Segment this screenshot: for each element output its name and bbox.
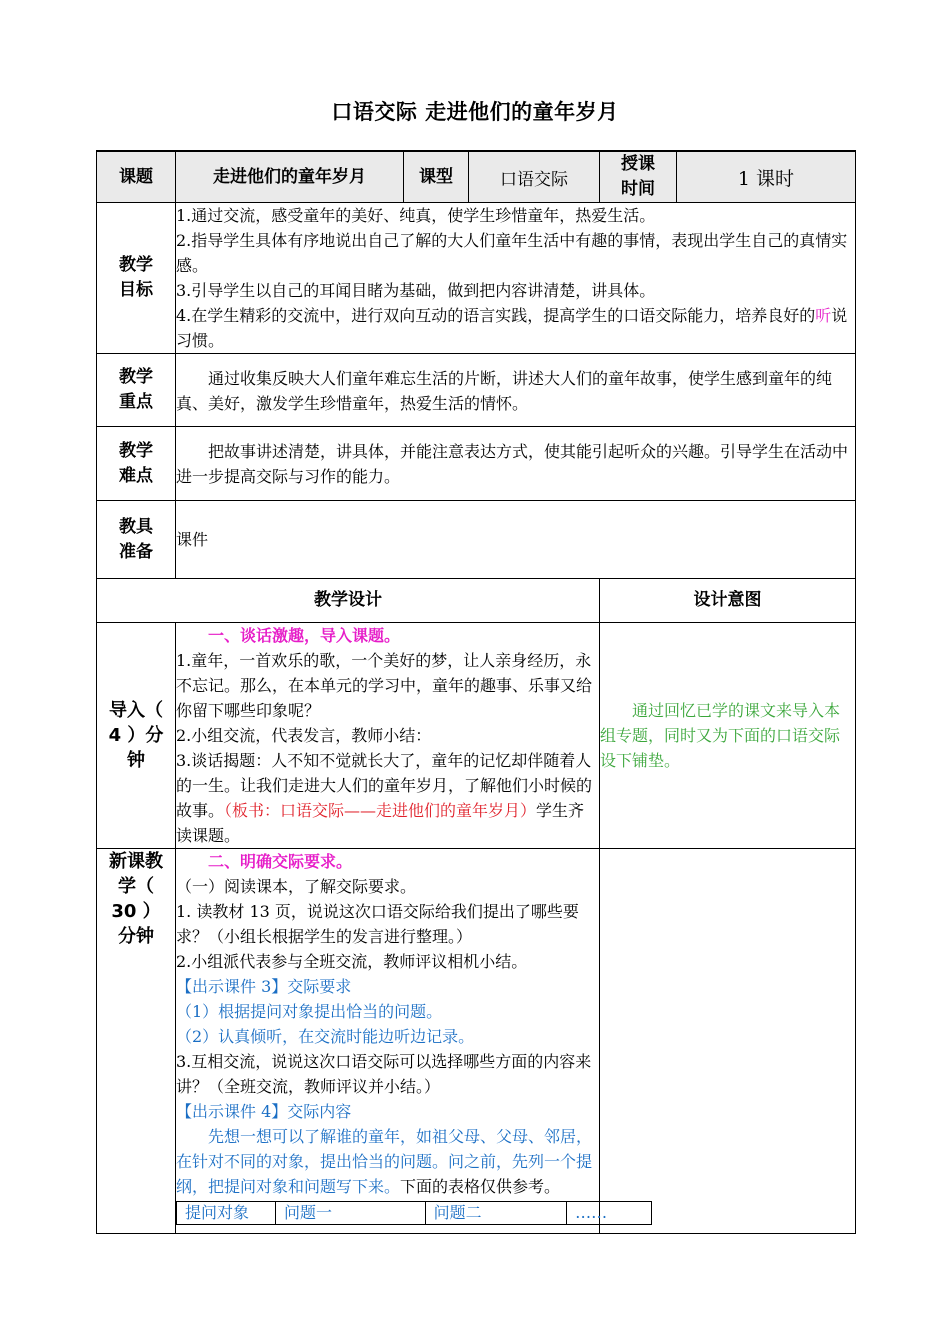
goals-content — [176, 203, 856, 354]
goal-1: 1.通过交流，感受童年的美好、纯真，使学生珍惜童年，热爱生活。 — [176, 206, 656, 225]
type-label: 课型 — [404, 151, 469, 203]
intent-header: 设计意图 — [600, 579, 856, 623]
newlesson-content: 二、明确交际要求。 （一）阅读课本，了解交际要求。 1. 读教材 13 页，说说这次口语交际给我们提出了哪些要求？（小组长根据学生的发言进行整理。） 2.小组派代表参与全班交流，教师评议相机小结。 【出示课件 3】交际要求 （1）根据提问对象提出恰当的问题。 （2）认真倾听，在交流时能边听边记录。 3.互相交流，说说这次口语交际可以选择哪些方面的内容来讲？（全班交流，教师评议并小结。） 【出示课件 4】交际内容 先想一想可以了解谁的童年，如祖父母、父母、邻居，在针对不同的对象，提出恰当的问题。问之前，先列一个提纲，把提问对象和问题写下来。下面的表格仅供参考。 提问对象 问题一 问题二 …… — [176, 849, 600, 1234]
col-more: …… — [567, 1202, 652, 1225]
newlesson-heading: 二、明确交际要求。 — [208, 852, 353, 871]
difficulty-label: 教学难点 — [97, 427, 176, 501]
goal-3: 3.引导学生以自己的耳闻目睹为基础，做到把内容讲清楚，讲具体。 — [176, 281, 656, 300]
lesson-plan-table — [96, 150, 856, 1234]
newlesson-row — [97, 849, 856, 1234]
show-slide-3: 【出示课件 3】交际要求 — [176, 977, 352, 996]
focus-label: 教学重点 — [97, 354, 176, 427]
intro-row — [97, 623, 856, 849]
goal-2: 2.指导学生具体有序地说出自己了解的大人们童年生活中有趣的事情，表现出学生自己的真情实感。 — [176, 231, 848, 275]
hours-value: 1 课时 — [677, 151, 856, 203]
focus-row — [97, 354, 856, 427]
highlighted-char: 听 — [815, 306, 832, 325]
tools-row — [97, 501, 856, 579]
difficulty-content: 把故事讲述清楚，讲具体，并能注意表达方式，使其能引起听众的兴趣。引导学生在活动中进一步提高交际与习作的能力。 — [176, 427, 856, 501]
col-q1: 问题一 — [276, 1202, 426, 1225]
type-value: 口语交际 — [469, 151, 600, 203]
newlesson-label: 新课教学（ 30 ）分钟 — [97, 849, 176, 1234]
intro-content: 一、谈话激趣，导入课题。 1.童年，一首欢乐的歌，一个美好的梦，让人亲身经历，永不忘记。那么，在本单元的学习中，童年的趣事、乐事又给你留下哪些印象呢？ 2.小组交流，代表发言，教师小结： 3.谈话揭题：人不知不觉就长大了，童年的记忆却伴随着人的一生。让我们走进大人们的童年岁月，了解他们小时候的故事。（板书：口语交际——走进他们的童年岁月）学生齐读课题。 — [176, 623, 600, 849]
header-row — [97, 151, 856, 203]
topic-value: 走进他们的童年岁月 — [176, 151, 404, 203]
question-outline-table — [176, 1201, 652, 1225]
intro-label: 导入（ 4 ）分钟 — [97, 623, 176, 849]
page-title: 口语交际 走进他们的童年岁月 — [331, 100, 619, 124]
show-slide-4: 【出示课件 4】交际内容 — [176, 1102, 352, 1121]
goals-label: 教学目标 — [97, 203, 176, 354]
topic-label: 课题 — [97, 151, 176, 203]
time-label: 授课时间 — [600, 151, 677, 203]
intro-intent: 通过回忆已学的课文来导入本组专题，同时又为下面的口语交际设下铺垫。 — [600, 623, 856, 849]
newlesson-intent — [600, 849, 856, 1234]
goal-4: 4.在学生精彩的交流中，进行双向互动的语言实践，提高学生的口语交际能力，培养良好的听说习惯。 — [176, 306, 848, 350]
col-target: 提问对象 — [177, 1202, 276, 1225]
difficulty-row — [97, 427, 856, 501]
board-note: （板书：口语交际——走进他们的童年岁月） — [224, 801, 537, 820]
focus-content: 通过收集反映大人们童年难忘生活的片断，讲述大人们的童年故事，使学生感到童年的纯真、美好，激发学生珍惜童年，热爱生活的情怀。 — [176, 354, 856, 427]
goals-row — [97, 203, 856, 354]
design-header: 教学设计 — [97, 579, 600, 623]
intro-heading: 一、谈话激趣，导入课题。 — [208, 626, 401, 645]
design-header-row — [97, 579, 856, 623]
tools-content: 课件 — [176, 501, 856, 579]
tools-label: 教具准备 — [97, 501, 176, 579]
col-q2: 问题二 — [425, 1202, 566, 1225]
